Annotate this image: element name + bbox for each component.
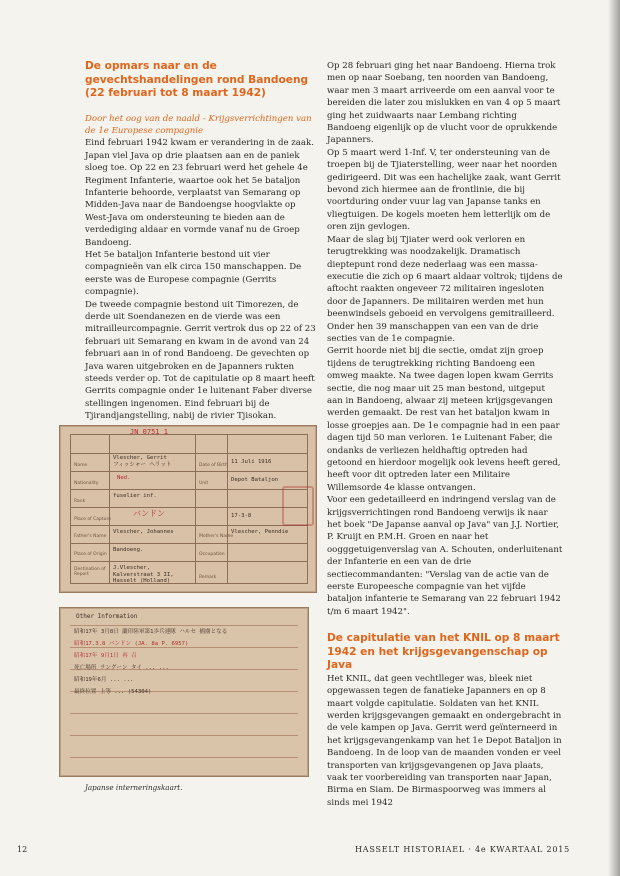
destination-label: Destination of Report bbox=[74, 567, 106, 577]
nationality-label: Nationality bbox=[74, 481, 99, 486]
destination-value: J.Vlescher, Kalverstraat 3 II, Hasselt (Holland) bbox=[113, 565, 174, 584]
card-top-code: JN 0751 1 bbox=[130, 428, 168, 436]
paragraph: Het 5e bataljon Infanterie bestond uit vier compagnieën van elk circa 150 manschappen. De eerste was de Europese compagnie (Gerrits compagnie). bbox=[85, 249, 302, 298]
date-of-capture: 17-3-8 bbox=[231, 513, 252, 519]
paragraph: Maar de slag bij Tjiater werd ook verloren en terugtrekking was noodzakelijk. Dramatisch dieptepunt rond deze nederlaag was een massa-executie die zich op 6 maart aldaar voltrok; tijdens de aftocht raakten ongeveer 72 militairen ingesloten door de Japanners. De militairen werden met hun beenwindsels geboeid en vervolgens gemitrailleerd. Onder hen 39 manschappen van een van de drie secties van de 1e compagnie. bbox=[327, 234, 563, 344]
mother-value: Vlescher, Penndie bbox=[231, 529, 289, 535]
mother-label: Mother's Name bbox=[199, 534, 234, 539]
card2-line: 昭和19年6月 ... ... bbox=[74, 677, 134, 683]
left-column bbox=[85, 60, 321, 423]
section-heading: De capitulatie van het KNIL op 8 maart 1942 en het krijgsgevangenschap op Java bbox=[327, 632, 560, 672]
rank-value: fuselier inf. bbox=[113, 493, 157, 499]
page-number: 12 bbox=[17, 845, 28, 854]
place-value: Bandoeng. bbox=[113, 547, 144, 553]
publication-footer: HASSELT HISTORIAEL · 4e KWARTAAL 2015 bbox=[355, 845, 571, 854]
dob-label: Date of Birth bbox=[199, 463, 228, 468]
katakana-place: バンドン bbox=[133, 509, 165, 518]
paragraph: Eind februari 1942 kwam er verandering in de zaak. Japan viel Java op drie plaatsen aan en de paniek sloeg toe. Op 22 en 23 februari werd het gehele 4e Regiment Infanterie, waartoe ook het 5e bataljon Infanterie behoorde, verplaatst van Semarang op Midden-Java naar de Bandoengse hoogvlakte op West-Java om ondersteuning te bieden aan de verdediging aldaar en vormde vanaf nu de Groep Bandoeng. bbox=[85, 138, 314, 248]
card2-line: 最終位置 上等 ... (54304) bbox=[74, 689, 152, 695]
internment-card-back bbox=[59, 607, 309, 777]
card2-header: Other Information bbox=[76, 613, 138, 620]
red-stamp bbox=[282, 486, 314, 526]
section-heading: De opmars naar en de gevechtshandelingen rond Bandoeng (22 februari tot 8 maart 1942) bbox=[85, 60, 309, 99]
place-of-capture-label: Place of Capture bbox=[74, 517, 112, 522]
section-subheading: Door het oog van de naald - Krijgsverrichtingen van de 1e Europese compagnie bbox=[85, 113, 312, 136]
dob-value: 11 Juli 1916 bbox=[231, 459, 272, 465]
paragraph: Gerrit hoorde niet bij die sectie, omdat zijn groep tijdens de terugtrekking richting Bandoeng een omweg maakte. Na twee dagen lopen kwam Gerrits sectie, die nog maar uit 25 man bestond, uitgeput aan in Bandoeng, alwaar zij meteen krijgsgevangen werden gemaakt. De rest van het bataljon kwam in losse groepjes aan. De 1e compagnie had in een paar dagen tijd 50 man verloren. 1e Luitenant Faber, die ondanks de verliezen heldhaftig optreden had getoond en hierdoor mogelijk ook levens heeft gered, heeft voor dit optreden later een Militaire Willemsorde 4e klasse ontvangen. bbox=[327, 346, 561, 493]
card2-line: 昭和17年 9月1日 再 召 bbox=[74, 653, 137, 659]
card-grid bbox=[70, 434, 308, 584]
father-value: Vlescher, Johannes bbox=[113, 529, 174, 535]
card2-line: 死亡場所 ラングーン タイ ... ... bbox=[74, 665, 169, 671]
origin-label: Place of Origin bbox=[74, 552, 107, 557]
name-value: Vlescher, Gerrit bbox=[113, 455, 167, 461]
occupation-label: Occupation bbox=[199, 552, 225, 557]
rank-label: Rank bbox=[74, 499, 86, 504]
name-label: Name bbox=[74, 463, 88, 468]
father-label: Father's Name bbox=[74, 534, 107, 539]
nationality-value: Ned. bbox=[117, 475, 131, 481]
unit-label: Unit bbox=[199, 481, 209, 486]
paragraph: De tweede compagnie bestond uit Timorezen, de derde uit Soendanezen en de vierde was een mitrailleurcompagnie. Gerrit vertrok dus op 22 of 23 februari uit Semarang en kwam in de avond van 24 februari aan in of rond Bandoeng. De gevechten op Java waren uitgebroken en de Japanners rukten steeds verder op. Tot de capitulatie op 8 maart heeft Gerrits compagnie onder 1e luitenant Faber diverse stellingen ingenomen. Eind februari bij de Tjirandjangstelling, nabij de rivier Tjisokan. bbox=[85, 299, 316, 422]
paragraph: Het KNIL, dat geen vechtlleger was, bleek niet opgewassen tegen de fanatieke Japanners en op 8 maart volgde capitulatie. Soldaten van het KNIL werden krijgsgevangen gemaakt en ondergebracht in de vele kampen op Java. Gerrit werd geïnterneerd in het krijgsgevangenkamp van het 1e Depot Bataljon in Bandoeng. In de loop van de maanden vonden er veel transporten van krijgsgevangenen op Java plaats, vaak ter voorbereiding van transporten naar Japan, Birma en Siam. De Birmaspoorweg was immers al sinds mei 1942 bbox=[327, 673, 562, 808]
katakana-name: フィッシャー ヘリット bbox=[113, 462, 172, 468]
unit-value: Depot Bataljon bbox=[231, 477, 279, 483]
paragraph: Voor een gedetailleerd en indringend verslag van de krijgsverrichtingen rond Bandoeng verwijs ik naar het boek "De Japanse aanval op Java" van J.J. Nortier, P. Kruijt en P.M.H. Groen en naar het oogggetuigenverslag van A. Schouten, onderluitenant der Infanterie en een van de drie sectiecommandanten: "Verslag van de actie van de eerste Europeesche compagnie van het vijfde bataljon infanterie te Semarang van 22 februari 1942 t/m 6 maart 1942". bbox=[327, 495, 563, 617]
section-2 bbox=[327, 632, 563, 809]
remark-label: Remark bbox=[199, 575, 217, 580]
paragraph: Op 28 februari ging het naar Bandoeng. Hierna trok men op naar Soebang, ten noorden van Bandoeng, waar men 3 maart arriveerde om een aanval voor te bereiden die later zou mislukken en van 4 op 5 maart ging het zuidwaarts naar Lembang richting Bandoeng eigenlijk op de vlucht voor de oprukkende Japanners. bbox=[327, 61, 561, 146]
internment-card-front bbox=[59, 425, 317, 593]
image-caption: Japanse interneringskaart. bbox=[85, 783, 183, 792]
card2-line: 昭和17年 3月8日 蘭印陸軍第1歩兵連隊 ハルセ 捕虜となる bbox=[74, 629, 228, 635]
card2-line: 昭和17.3.8 バンドン (JA. 8a P. 6957) bbox=[74, 641, 189, 647]
right-column bbox=[327, 60, 563, 809]
paragraph: Op 5 maart werd 1-Inf. V, ter ondersteuning van de troepen bij de Tjiaterstelling, weer naar het noorden gedirigeerd. Dit was een hachelijke zaak, want Gerrit bevond zich hiermee aan de frontlinie, die bij voortduring onder vuur lag van Japanse tanks en vliegtuigen. De kogels moeten hem letterlijk om de oren zijn gevlogen. bbox=[327, 147, 561, 233]
page-edge-shadow bbox=[608, 0, 620, 876]
